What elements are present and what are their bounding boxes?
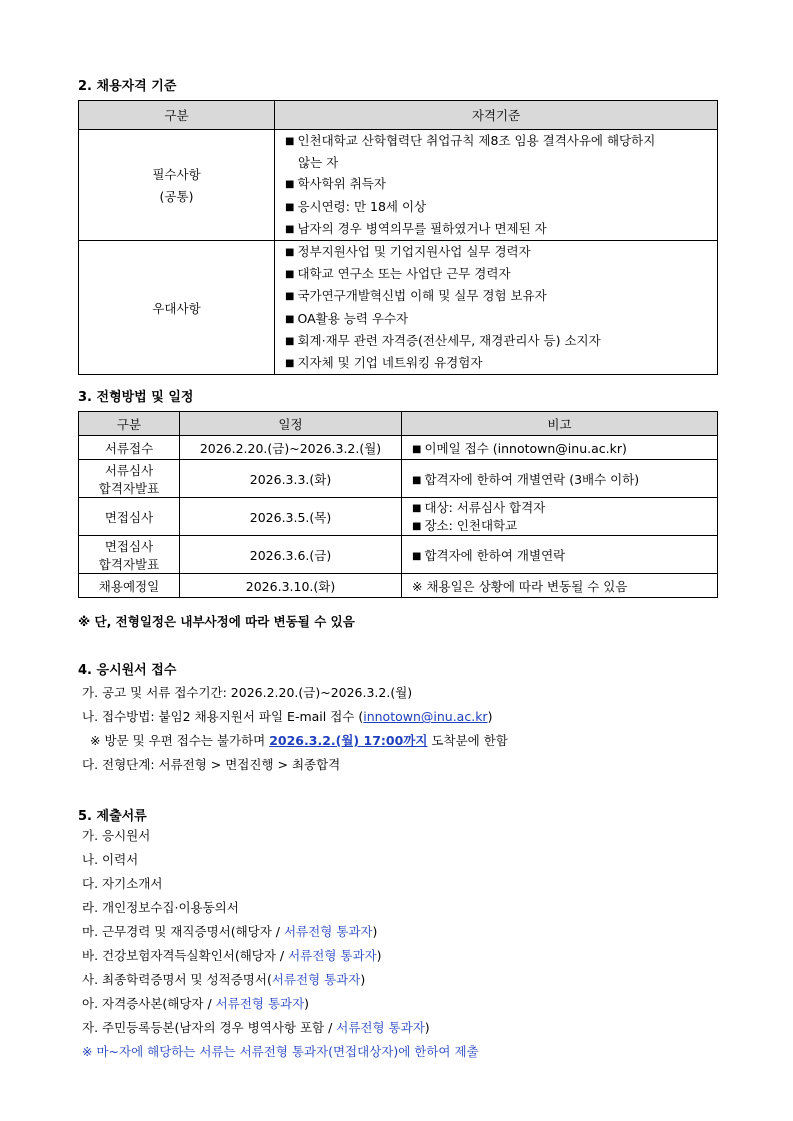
- table-header-schedule: 일정: [180, 412, 402, 436]
- application-notice: ※ 방문 및 우편 접수는 불가하며 2026.3.2.(월) 17:00까지 도착분에 한함: [90, 733, 508, 748]
- table-row: [79, 436, 718, 460]
- list-item-continued: 않는 자: [298, 155, 339, 171]
- document-item: 마. 근무경력 및 재직증명서(해당자 / 서류전형 통과자): [82, 924, 378, 939]
- document-item: 바. 건강보험자격득실확인서(해당자 / 서류전형 통과자): [82, 948, 382, 963]
- row-label-line: 필수사항: [152, 167, 201, 182]
- table-row: [79, 498, 718, 536]
- selection-stages: 다. 전형단계: 서류전형 > 면접진행 > 최종합격: [82, 757, 341, 772]
- row-label-line: (공통): [159, 189, 194, 204]
- required-criteria-list: [275, 130, 718, 241]
- stage-date: 2026.2.20.(금)~2026.3.2.(월): [180, 436, 402, 460]
- section-3-heading: 3. 전형방법 및 일정: [78, 390, 194, 405]
- application-period: 가. 공고 및 서류 접수기간: 2026.2.20.(금)~2026.3.2.(월): [82, 685, 413, 700]
- deadline-highlight: 2026.3.2.(월) 17:00까지: [269, 733, 428, 748]
- documents-final-note: ※ 마~자에 해당하는 서류는 서류전형 통과자(면접대상자)에 한하여 제출: [82, 1044, 479, 1059]
- schedule-table: [78, 411, 718, 598]
- stage-name: 채용예정일: [79, 574, 180, 598]
- document-item: 사. 최종학력증명서 및 성적증명서(서류전형 통과자): [82, 972, 366, 987]
- stage-name: 서류심사 합격자발표: [79, 460, 180, 498]
- list-item: ■ 정부지원사업 및 기업지원사업 실무 경력자: [285, 244, 531, 260]
- table-header-category: 구분: [79, 412, 180, 436]
- table-header-remarks: 비고: [402, 412, 718, 436]
- list-item: ■ 학사학위 취득자: [285, 176, 386, 192]
- stage-remark: ※ 채용일은 상황에 따라 변동될 수 있음: [402, 574, 718, 598]
- table-header-criteria: 자격기준: [275, 101, 718, 130]
- table-row: [79, 460, 718, 498]
- section-2-heading: 2. 채용자격 기준: [78, 79, 177, 94]
- table-row: [79, 130, 718, 241]
- document-item: 자. 주민등록등본(남자의 경우 병역사항 포함 / 서류전형 통과자): [82, 1020, 430, 1035]
- document-item: 라. 개인정보수집·이용동의서: [82, 900, 239, 915]
- email-link[interactable]: innotown@inu.ac.kr: [363, 709, 488, 724]
- section-5-heading: 5. 제출서류: [78, 809, 147, 824]
- stage-date: 2026.3.6.(금): [180, 536, 402, 574]
- section-4-heading: 4. 응시원서 접수: [78, 663, 177, 678]
- list-item: ■ 지자체 및 기업 네트워킹 유경험자: [285, 355, 483, 371]
- table-header-category: 구분: [79, 101, 275, 130]
- stage-name: 면접심사: [79, 498, 180, 536]
- list-item: ■ 국가연구개발혁신법 이해 및 실무 경험 보유자: [285, 288, 547, 304]
- stage-remark: ■ 합격자에 한하여 개별연락 (3배수 이하): [402, 460, 718, 498]
- stage-name: 면접심사 합격자발표: [79, 536, 180, 574]
- stage-date: 2026.3.3.(화): [180, 460, 402, 498]
- preferred-criteria-list: [275, 241, 718, 375]
- qualification-table: [78, 100, 718, 375]
- table-row: [79, 536, 718, 574]
- schedule-footnote: ※ 단, 전형일정은 내부사정에 따라 변동될 수 있음: [78, 614, 355, 629]
- document-item: 나. 이력서: [82, 852, 139, 867]
- stage-date: 2026.3.10.(화): [180, 574, 402, 598]
- application-method: 나. 접수방법: 붙임2 채용지원서 파일 E-mail 접수 (innotown@inu.ac.kr): [82, 709, 493, 724]
- document-item: 가. 응시원서: [82, 828, 151, 843]
- list-item: ■ 응시연령: 만 18세 이상: [285, 198, 427, 214]
- stage-date: 2026.3.5.(목): [180, 498, 402, 536]
- table-row: [79, 574, 718, 598]
- stage-remark: ■ 대상: 서류심사 합격자 ■ 장소: 인천대학교: [402, 498, 718, 536]
- stage-name: 서류접수: [79, 436, 180, 460]
- list-item: ■ OA활용 능력 우수자: [285, 310, 409, 326]
- row-label-preferred: 우대사항: [79, 241, 275, 375]
- list-item: ■ 대학교 연구소 또는 사업단 근무 경력자: [285, 266, 511, 282]
- stage-remark: ■ 합격자에 한하여 개별연락: [402, 536, 718, 574]
- list-item: ■ 남자의 경우 병역의무를 필하였거나 면제된 자: [285, 220, 547, 236]
- document-item: 다. 자기소개서: [82, 876, 163, 891]
- document-item: 아. 자격증사본(해당자 / 서류전형 통과자): [82, 996, 310, 1011]
- stage-remark: ■ 이메일 접수 (innotown@inu.ac.kr): [402, 436, 718, 460]
- list-item: ■ 인천대학교 산학협력단 취업규칙 제8조 임용 결격사유에 해당하지: [285, 133, 656, 148]
- table-row: [79, 241, 718, 375]
- row-label-required: [79, 130, 275, 241]
- list-item: ■ 회계·재무 관련 자격증(전산세무, 재경관리사 등) 소지자: [285, 332, 601, 348]
